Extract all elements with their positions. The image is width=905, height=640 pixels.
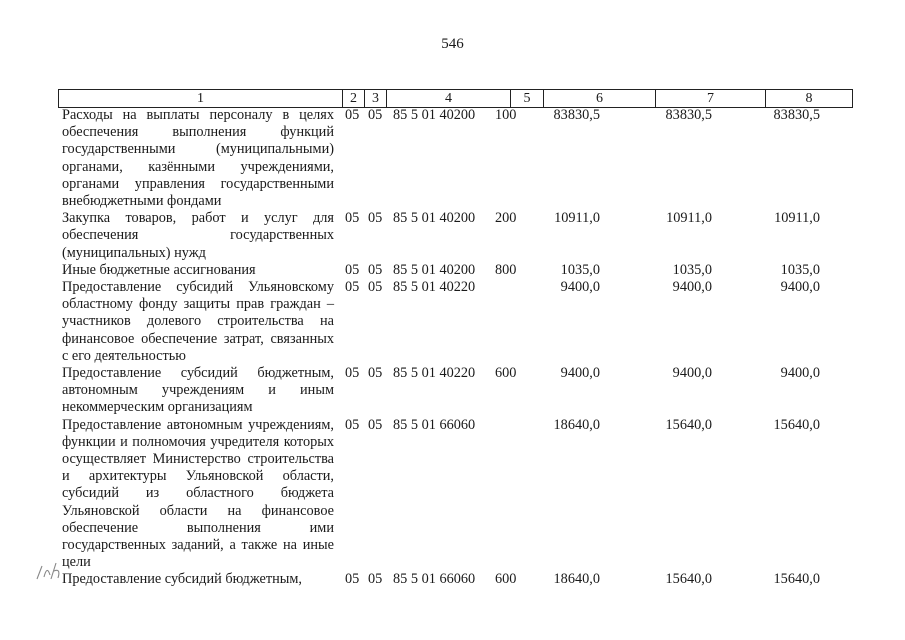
row-description: Предоставление автономным учреждениям, функции и полномочия учредителя которых осуществляет Министерство строительства и архитектуры Ульяновской области, субсидий из областного бюджета Ульяновской области на финансовое обеспечение выполнения ими государственных заданий, а также на иные цели: [62, 416, 334, 571]
amount-col-7: 9400,0: [672, 279, 712, 296]
target-article-code: 85 5 01 66060: [393, 416, 476, 433]
amount-col-6: 83830,5: [553, 107, 600, 123]
amount-col-8: 15640,0: [773, 416, 820, 433]
target-article-code: 85 5 01 40220: [393, 365, 476, 382]
table-row: [62, 210, 862, 262]
table-row: [62, 107, 862, 210]
amount-col-6: 9400,0: [560, 365, 600, 382]
row-description: Предоставление субсидий Ульяновскому областному фонду защиты прав граждан – участников долевого строительства на финансовое обеспечение затрат, связанных с его деятельностью: [62, 279, 334, 364]
row-description: Расходы на выплаты персоналу в целях обеспечения выполнения функций государственными (муниципальными) органами, казёнными учреждениями, органами управления государственными внебюджетными фондами: [62, 107, 334, 210]
section-code: 05: [345, 416, 360, 433]
target-article-code: 85 5 01 40200: [393, 261, 476, 278]
expense-type-code: 800: [495, 261, 517, 278]
subsection-code: 05: [368, 416, 383, 433]
amount-col-7: 9400,0: [672, 365, 712, 382]
amount-col-8: 10911,0: [774, 210, 820, 227]
table-body: [62, 107, 862, 589]
subsection-code: 05: [368, 261, 383, 278]
amount-col-6: 9400,0: [560, 279, 600, 296]
amount-col-6: 10911,0: [554, 210, 600, 227]
amount-col-7: 1035,0: [672, 261, 712, 278]
expense-type-code: 600: [495, 571, 517, 588]
target-article-code: 85 5 01 66060: [393, 571, 476, 588]
row-description: Закупка товаров, работ и услуг для обеспечения государственных (муниципальных) нужд: [62, 210, 334, 261]
header-col-2: 2: [343, 90, 365, 107]
table-row: [62, 365, 862, 417]
section-code: 05: [345, 365, 360, 382]
amount-col-8: 9400,0: [780, 365, 820, 382]
target-article-code: 85 5 01 40200: [393, 107, 476, 123]
amount-col-7: 15640,0: [665, 416, 712, 433]
header-col-3: 3: [365, 90, 387, 107]
row-description: Предоставление субсидий бюджетным, автономным учреждениям и иным некоммерческим организациям: [62, 365, 334, 416]
subsection-code: 05: [368, 571, 383, 588]
amount-col-7: 15640,0: [665, 571, 712, 588]
section-code: 05: [345, 279, 360, 296]
section-code: 05: [345, 210, 360, 227]
subsection-code: 05: [368, 365, 383, 382]
amount-col-8: 15640,0: [773, 571, 820, 588]
subsection-code: 05: [368, 279, 383, 296]
expense-type-code: 200: [495, 210, 517, 227]
table-row: [62, 417, 862, 572]
amount-col-6: 18640,0: [553, 416, 600, 433]
amount-col-8: 83830,5: [773, 107, 820, 123]
header-col-8: 8: [805, 91, 813, 106]
expense-type-code: 100: [495, 107, 517, 123]
amount-col-7: 10911,0: [666, 210, 712, 227]
header-col-6: 6: [544, 90, 656, 107]
table-header: [58, 89, 853, 108]
table-row: [62, 262, 862, 279]
subsection-code: 05: [368, 107, 383, 123]
section-code: 05: [345, 107, 360, 123]
page-number: 546: [441, 36, 464, 52]
expense-type-code: 600: [495, 365, 517, 382]
header-col-1: 1: [59, 90, 343, 107]
header-col-4: 4: [387, 90, 511, 107]
table-row: [62, 279, 862, 365]
subsection-code: 05: [368, 210, 383, 227]
row-description: Предоставление субсидий бюджетным,: [62, 571, 302, 588]
row-description: Иные бюджетные ассигнования: [62, 261, 256, 278]
section-code: 05: [345, 261, 360, 278]
amount-col-8: 9400,0: [780, 279, 820, 296]
margin-pen-mark: [34, 557, 66, 589]
target-article-code: 85 5 01 40200: [393, 210, 476, 227]
section-code: 05: [345, 571, 360, 588]
amount-col-6: 18640,0: [553, 571, 600, 588]
header-col-7: 7: [656, 90, 766, 107]
amount-col-6: 1035,0: [560, 261, 600, 278]
table-row: [62, 571, 862, 588]
amount-col-7: 83830,5: [665, 107, 712, 123]
header-col-5: 5: [511, 90, 544, 107]
amount-col-8: 1035,0: [780, 261, 820, 278]
target-article-code: 85 5 01 40220: [393, 279, 476, 296]
